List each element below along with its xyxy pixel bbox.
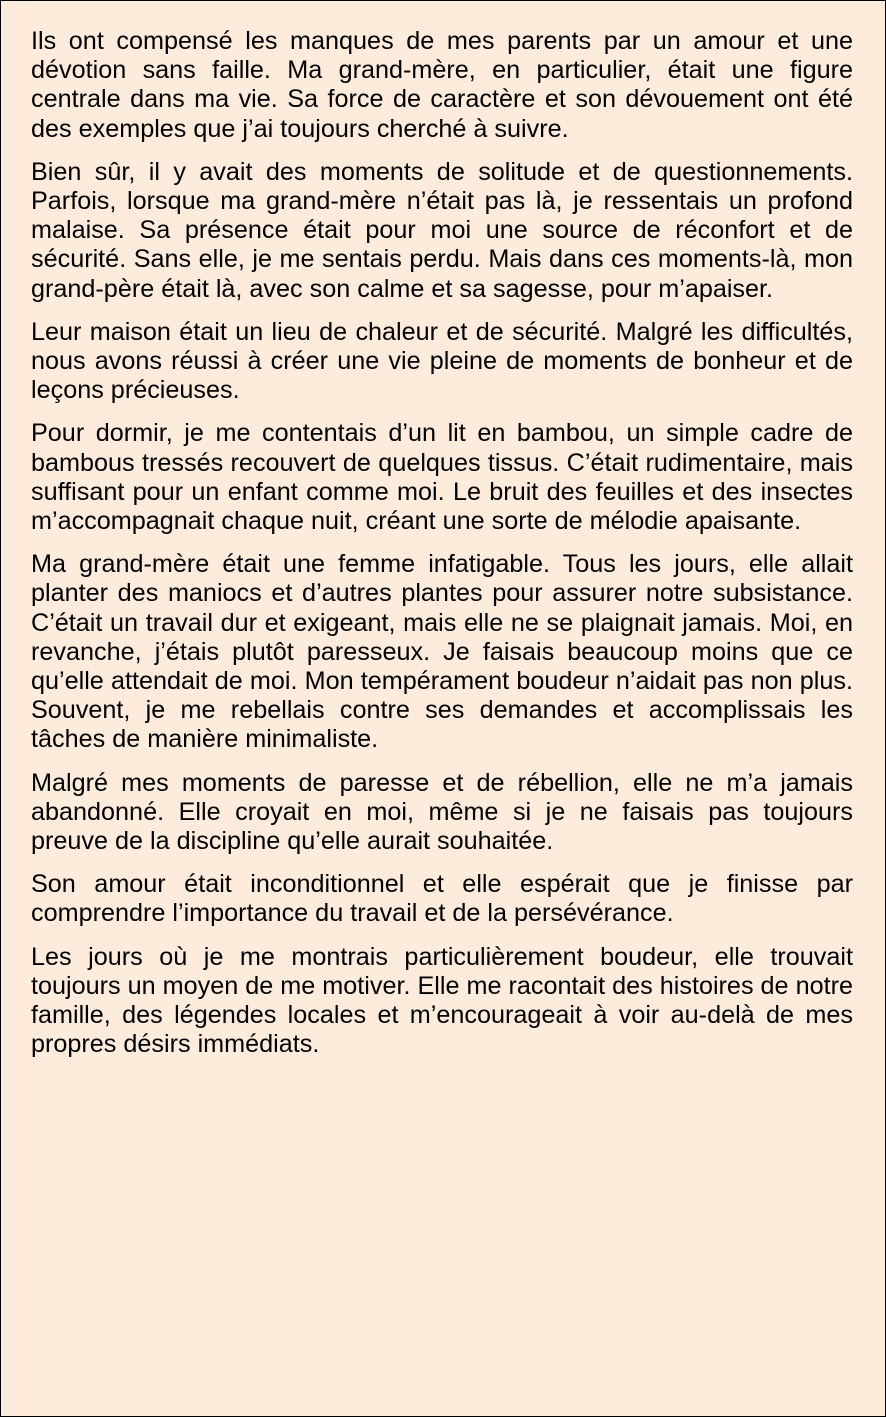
paragraph-4: Pour dormir, je me contentais d’un lit en bambou, un simple cadre de bambous tressés recouvert de quelques tissus. C’était rudimentaire, mais suffisant pour un enfant comme moi. Le bruit des feuilles et des insectes m’accompagnait chaque nuit, créant une sorte de mélodie apaisante. xyxy=(31,419,853,536)
paragraph-1: Ils ont compensé les manques de mes parents par un amour et une dévotion sans faille. Ma grand-mère, en particulier, était une figure centrale dans ma vie. Sa force de caractère et son dévouement ont été des exemples que j’ai toujours cherché à suivre. xyxy=(31,27,853,143)
paragraph-2: Bien sûr, il y avait des moments de solitude et de questionnements. Parfois, lorsque ma grand-mère n’était pas là, je ressentais un profond malaise. Sa présence était pour moi une source de réconfort et de sécurité. Sans elle, je me sentais perdu. Mais dans ces moments-là, mon grand-père était là, avec son calme et sa sagesse, pour m’apaiser. xyxy=(31,157,853,303)
paragraph-8: Les jours où je me montrais particulièrement boudeur, elle trouvait toujours un moyen de me motiver. Elle me racontait des histoires de notre famille, des légendes locales et m’encourageait à voir au-delà de mes propres désirs immédiats. xyxy=(31,942,853,1059)
paragraph-5: Ma grand-mère était une femme infatigable. Tous les jours, elle allait planter des maniocs et d’autres plantes pour assurer notre subsistance. C’était un travail dur et exigeant, mais elle ne se plaignait jamais. Moi, en revanche, j’étais plutôt paresseux. Je faisais beaucoup moins que ce qu’elle attendait de moi. Mon tempérament boudeur n’aidait pas non plus. Souvent, je me rebellais contre ses demandes et accomplissais les tâches de manière minimaliste. xyxy=(31,550,853,754)
paragraph-6: Malgré mes moments de paresse et de rébellion, elle ne m’a jamais abandonné. Elle croyait en moi, même si je ne faisais pas toujours preuve de la discipline qu’elle aurait souhaitée. xyxy=(31,768,853,856)
paragraph-7: Son amour était inconditionnel et elle espérait que je finisse par comprendre l’importance du travail et de la persévérance. xyxy=(31,870,853,928)
paragraph-3: Leur maison était un lieu de chaleur et de sécurité. Malgré les difficultés, nous avons réussi à créer une vie pleine de moments de bonheur et de leçons précieuses. xyxy=(31,317,853,405)
